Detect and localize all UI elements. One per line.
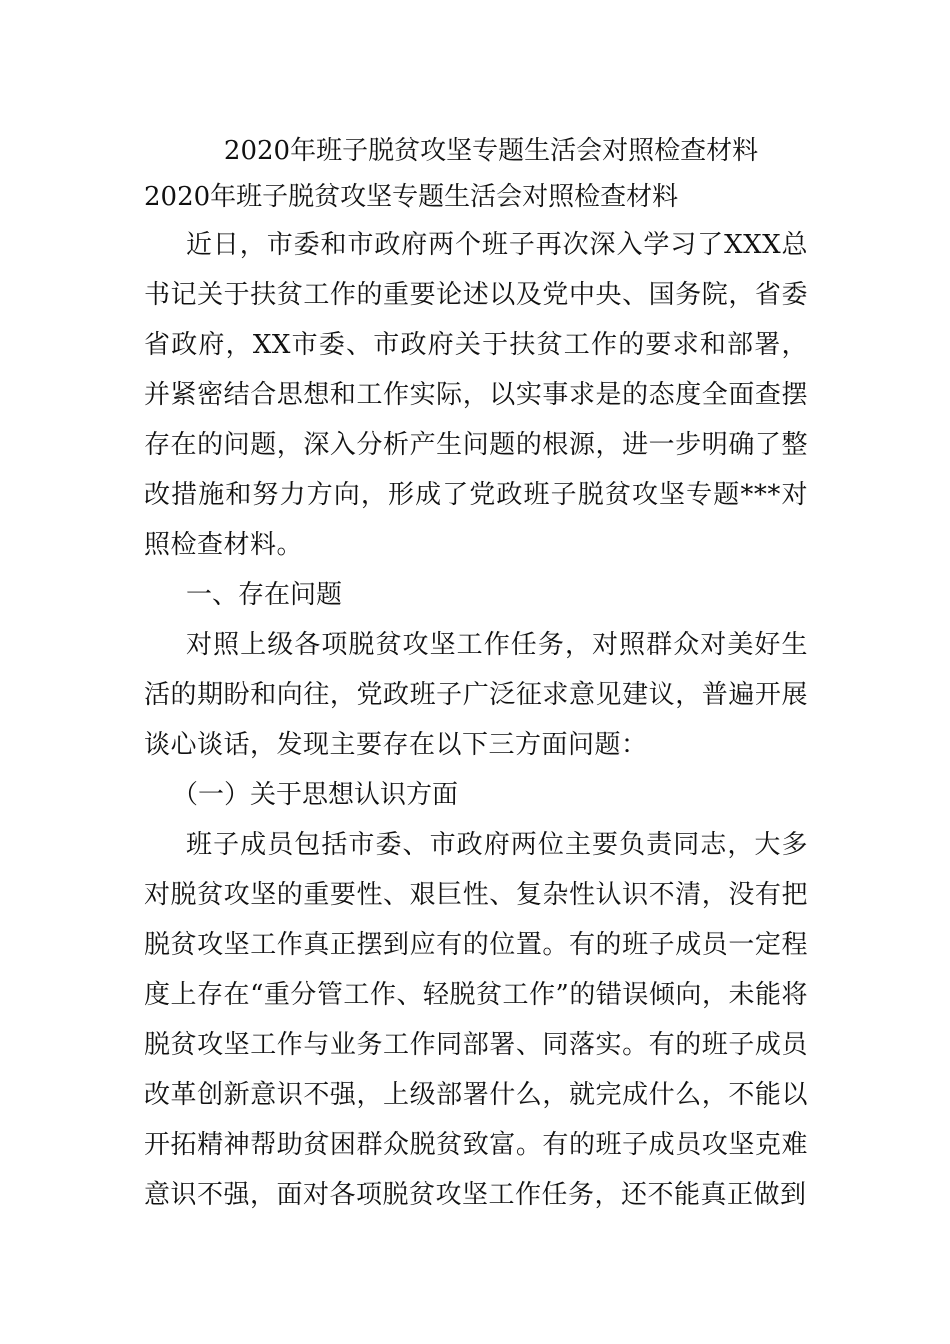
problems-paragraph: 对照上级各项脱贫攻坚工作任务，对照群众对美好生活的期盼和向往，党政班子广泛征求意见建议，普遍开展谈心谈话，发现主要存在以下三方面问题： [144,630,808,760]
subsection-heading-thinking: （一）关于思想认识方面 [172,780,459,810]
thinking-paragraph: 班子成员包括市委、市政府两位主要负责同志，大多对脱贫攻坚的重要性、艰巨性、复杂性认识不清，没有把脱贫攻坚工作真正摆到应有的位置。有的班子成员一定程度上存在“重分管工作、轻脱贫工作”的错误倾向，未能将脱贫攻坚工作与业务工作同部署、同落实。有的班子成员改革创新意识不强，上级部署什么，就完成什么，不能以开拓精神帮助贫困群众脱贫致富。有的班子成员攻坚克难意识不强，面对各项脱贫攻坚工作任务，还不能真正做到 [144,830,808,1210]
intro-paragraph: 近日，市委和市政府两个班子再次深入学习了XXX总书记关于扶贫工作的重要论述以及党中央、国务院，省委省政府，XX市委、市政府关于扶贫工作的要求和部署，并紧密结合思想和工作实际，以实事求是的态度全面查摆存在的问题，深入分析产生问题的根源，进一步明确了整改措施和努力方向，形成了党政班子脱贫攻坚专题***对照检查材料。 [144,230,808,560]
document-page [144,128,808,1220]
section-heading-problems: 一、存在问题 [186,580,343,610]
document-subtitle: 2020年班子脱贫攻坚专题生活会对照检查材料 [144,182,679,212]
document-title: 2020年班子脱贫攻坚专题生活会对照检查材料 [223,136,759,166]
